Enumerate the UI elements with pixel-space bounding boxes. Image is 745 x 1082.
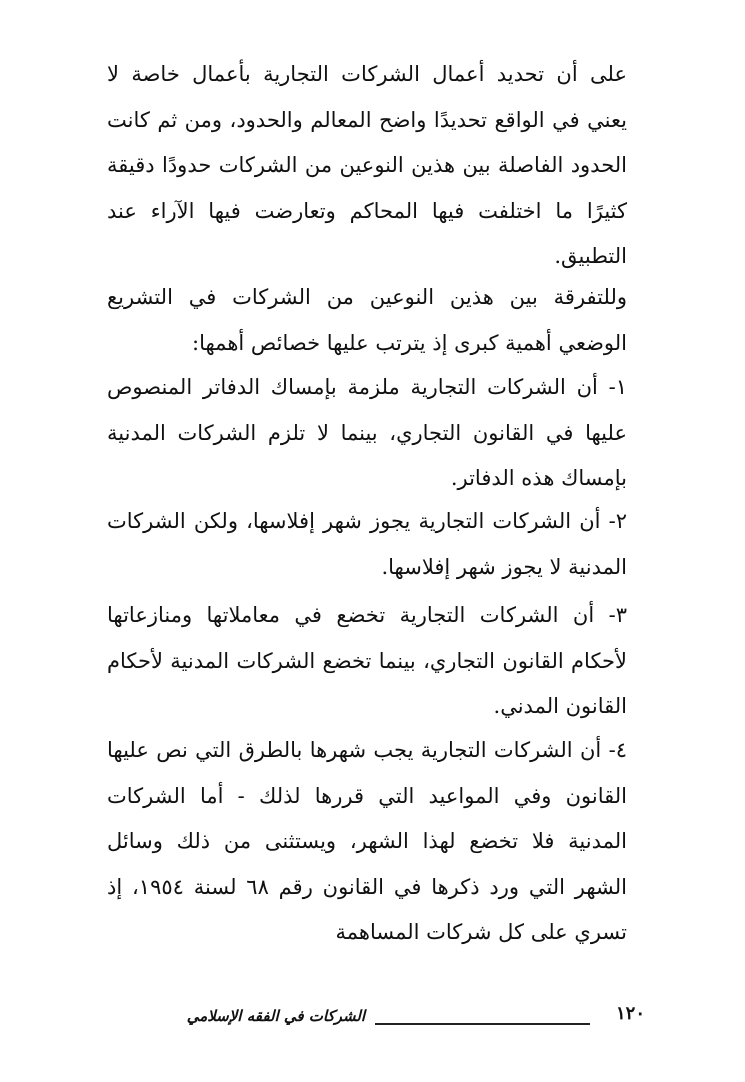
paragraph-intro: على أن تحديد أعمال الشركات التجارية بأعمال خاصة لا يعني في الواقع تحديدًا واضح المعالم والحدود، ومن ثم كانت الحدود الفاصلة بين هذين النوعين من الشركات حدودًا دقيقة كثيرًا ما اختلفت فيها المحاكم وتعارضت فيها الآراء عند التطبيق. — [107, 62, 627, 268]
list-item — [107, 593, 627, 730]
footer-divider — [375, 1023, 590, 1025]
list-item-number: ٤- — [608, 738, 627, 762]
list-item-text: أن الشركات التجارية يجب شهرها بالطرق التي نص عليها القانون وفي المواعيد التي قررها لذلك - أما الشركات المدنية فلا تخضع لهذا الشهر، ويستثنى من ذلك وسائل الشهر التي ورد ذكرها في القانون رقم ٦٨ لسنة ١٩٥٤، إذ تسري على كل شركات المساهمة — [107, 738, 627, 944]
running-title: الشركات في الفقه الإسلامي — [186, 1007, 365, 1025]
list-item-text: أن الشركات التجارية تخضع في معاملاتها ومنازعاتها لأحكام القانون التجاري، بينما تخضع الشركات المدنية لأحكام القانون المدني. — [107, 603, 627, 718]
list-item-text: أن الشركات التجارية ملزمة بإمساك الدفاتر المنصوص عليها في القانون التجاري، بينما لا تلزم الشركات المدنية بإمساك هذه الدفاتر. — [107, 375, 627, 490]
list-item — [107, 499, 627, 590]
list-item — [107, 728, 627, 956]
paragraph-importance: وللتفرقة بين هذين النوعين من الشركات في التشريع الوضعي أهمية كبرى إذ يترتب عليها خصائص أهمها: — [107, 285, 627, 355]
page-footer — [115, 1003, 645, 1033]
list-item — [107, 365, 627, 502]
list-item-number: ٢- — [608, 509, 627, 533]
list-item-number: ١- — [608, 375, 627, 399]
list-item-number: ٣- — [608, 603, 627, 627]
page-number: ١٢٠ — [615, 1003, 645, 1024]
list-item-text: أن الشركات التجارية يجوز شهر إفلاسها، ولكن الشركات المدنية لا يجوز شهر إفلاسها. — [107, 509, 627, 579]
